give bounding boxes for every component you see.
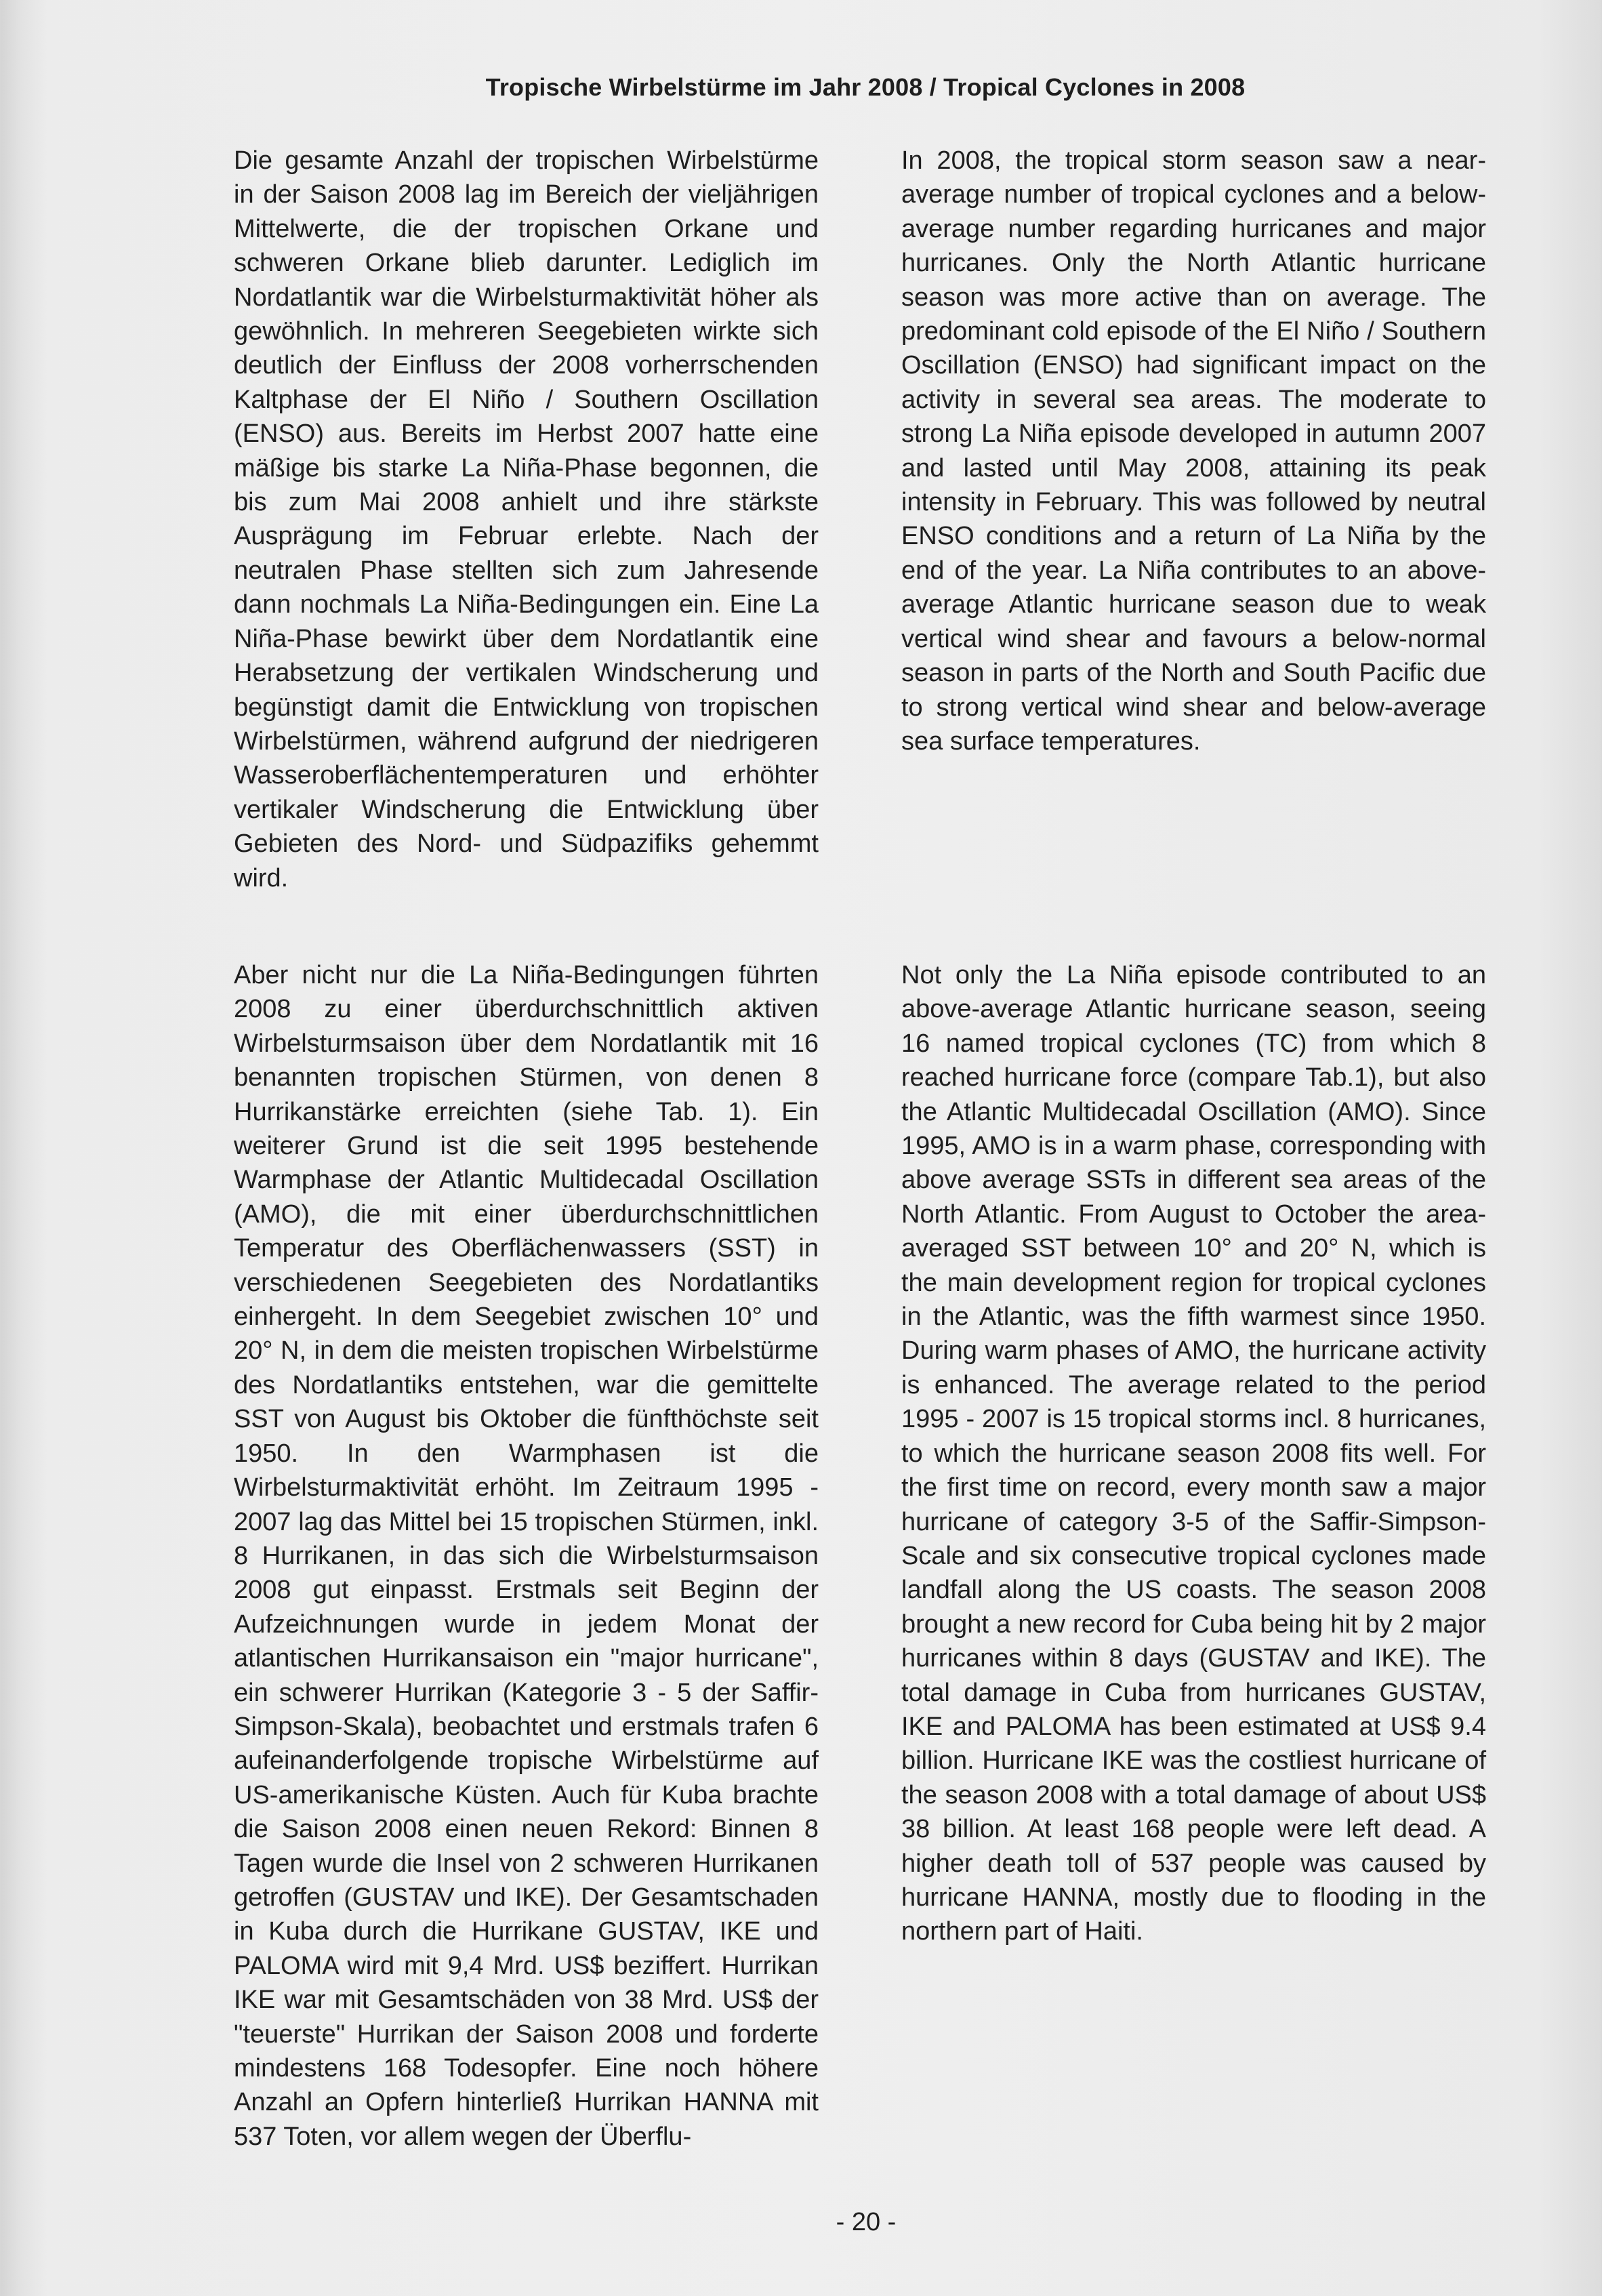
- german-section-atlantic: [234, 958, 819, 2154]
- german-paragraph-1: Die gesamte Anzahl der tropischen Wirbelstürme in der Saison 2008 lag im Bereich der vieljährigen Mittelwerte, die der tropischen Orkane und schweren Orkane blieb darunter. Lediglich im Nordatlantik war die Wirbelsturmaktivität höher als gewöhnlich. In mehreren Seegebieten wirkte sich deutlich der Einfluss der 2008 vorherrschenden Kaltphase der El Niño / Southern Oscillation (ENSO) aus. Bereits im Herbst 2007 hatte eine mäßige bis starke La Niña-Phase begonnen, die bis zum Mai 2008 anhielt und ihre stärkste Ausprägung im Februar erlebte. Nach der neutralen Phase stellten sich zum Jahresende dann nochmals La Niña-Bedingungen ein. Eine La Niña-Phase bewirkt über dem Nordatlantik eine Herabsetzung der vertikalen Windscherung und begünstigt damit die Entwicklung von tropischen Wirbelstürmen, während aufgrund der niedrigeren Wasseroberflächentemperaturen und erhöhter vertikaler Windscherung die Entwicklung über Gebieten des Nord- und Südpazifiks gehemmt wird.: [234, 146, 819, 893]
- page-title: Tropische Wirbelstürme im Jahr 2008 / Tropical Cyclones in 2008: [485, 73, 1246, 101]
- english-section-intro: [901, 144, 1486, 758]
- english-paragraph-1: In 2008, the tropical storm season saw a near-average number of tropical cyclones and a below-average number regarding hurricanes and major hurricanes. Only the North Atlantic hurricane season was more active than on average. The predominant cold episode of the El Niño / Southern Oscillation (ENSO) had significant impact on the activity in several sea areas. The moderate to strong La Niña episode developed in autumn 2007 and lasted until May 2008, attaining its peak intensity in February. This was followed by neutral ENSO conditions and a return of La Niña by the end of the year. La Niña contributes to an above-average Atlantic hurricane season due to weak vertical wind shear and favours a below-normal season in parts of the North and South Pacific due to strong vertical wind shear and below-average sea surface temperatures.: [901, 146, 1486, 756]
- page-number: - 20 -: [836, 2208, 897, 2236]
- german-paragraph-2: Aber nicht nur die La Niña-Bedingungen führten 2008 zu einer überdurchschnittlich aktiven Wirbelsturmsaison über dem Nordatlantik mit 16 benannten tropischen Stürmen, von denen 8 Hurrikanstärke erreichten (siehe Tab. 1). Ein weiterer Grund ist die seit 1995 bestehende Warmphase der Atlantic Multidecadal Oscillation (AMO), die mit einer überdurchschnittlichen Temperatur des Oberflächenwassers (SST) in verschiedenen Seegebieten des Nordatlantiks einhergeht. In dem Seegebiet zwischen 10° und 20° N, in dem die meisten tropischen Wirbelstürme des Nordatlantiks entstehen, war die gemittelte SST von August bis Oktober die fünfthöchste seit 1950. In den Warmphasen ist die Wirbelsturmaktivität erhöht. Im Zeitraum 1995 - 2007 lag das Mittel bei 15 tropischen Stürmen, inkl. 8 Hurrikanen, in das sich die Wirbelsturmsaison 2008 gut einpasst. Erstmals seit Beginn der Aufzeichnungen wurde in jedem Monat der atlantischen Hurrikansaison ein "major hurricane", ein schwerer Hurrikan (Kategorie 3 - 5 der Saffir-Simpson-Skala), beobachtet und erstmals trafen 6 aufeinanderfolgende tropische Wirbelstürme auf US-amerikanische Küsten. Auch für Kuba brachte die Saison 2008 einen neuen Rekord: Binnen 8 Tagen wurde die Insel von 2 schweren Hurrikanen getroffen (GUSTAV und IKE). Der Gesamtschaden in Kuba durch die Hurrikane GUSTAV, IKE und PALOMA wird mit 9,4 Mrd. US$ beziffert. Hurrikan IKE war mit Gesamtschäden von 38 Mrd. US$ der "teuerste" Hurrikan der Saison 2008 und forderte mindestens 168 Todesopfer. Eine noch höhere Anzahl an Opfern hinterließ Hurrikan HANNA mit 537 Toten, vor allem wegen der Überflu-: [234, 961, 819, 2151]
- english-paragraph-2: Not only the La Niña episode contributed to an above-average Atlantic hurricane season, seeing 16 named tropical cyclones (TC) from which 8 reached hurricane force (compare Tab.1), but also the Atlantic Multidecadal Oscillation (AMO). Since 1995, AMO is in a warm phase, corresponding with above average SSTs in different sea areas of the North Atlantic. From August to October the area-averaged SST between 10° and 20° N, which is the main development region for tropical cyclones in the Atlantic, was the fifth warmest since 1950. During warm phases of AMO, the hurricane activity is enhanced. The average related to the period 1995 - 2007 is 15 tropical storms incl. 8 hurricanes, to which the hurricane season 2008 fits well. For the first time on record, every month saw a major hurricane of category 3-5 of the Saffir-Simpson-Scale and six consecutive tropical cyclones made landfall along the US coasts. The season 2008 brought a new record for Cuba being hit by 2 major hurricanes within 8 days (GUSTAV and IKE). The total damage in Cuba from hurricanes GUSTAV, IKE and PALOMA has been estimated at US$ 9.4 billion. Hurricane IKE was the costliest hurricane of the season 2008 with a total damage of about US$ 38 billion. At least 168 people were left dead. A higher death toll of 537 people was caused by hurricane HANNA, mostly due to flooding in the northern part of Haiti.: [901, 961, 1486, 1946]
- english-section-atlantic: [901, 958, 1486, 1949]
- german-section-intro: [234, 144, 819, 895]
